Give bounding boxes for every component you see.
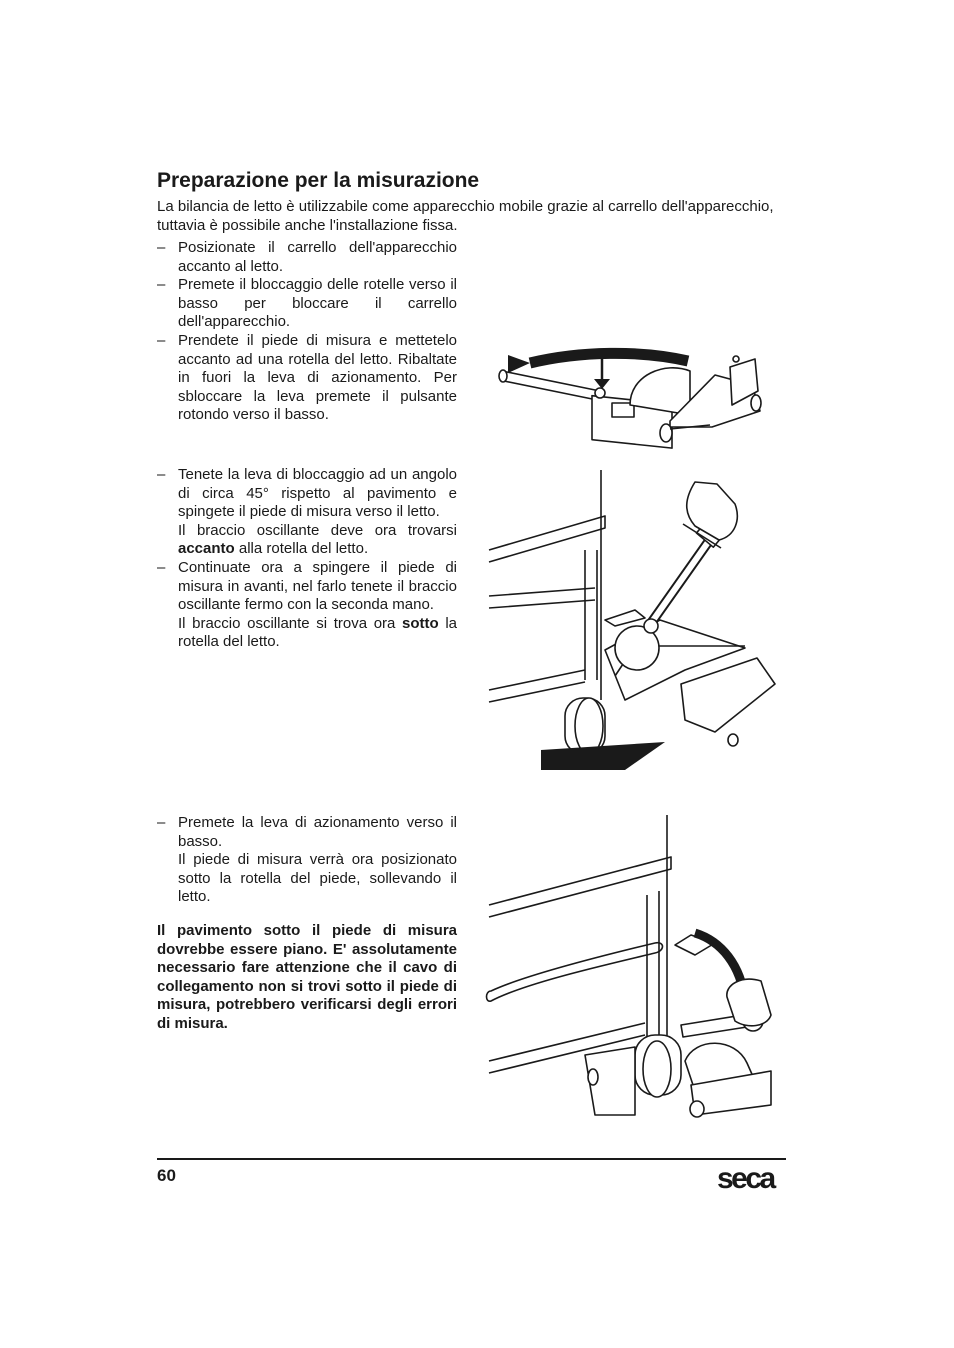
step-list-3 [157, 814, 457, 907]
list-item: – Prendete il piede di misura e mettetelo accanto ad una rotella del letto. Ribaltate in fuori la leva di azionamento. Per sbloccare la leva premete il pulsante rotondo verso il basso. [157, 332, 457, 425]
step-note: Il braccio oscillante si trova ora sotto la rotella del letto. [178, 614, 457, 651]
step-text: Continuate ora a spingere il piede di misura in avanti, nel farlo tenete il braccio oscillante fermo con la seconda mano. [178, 558, 457, 614]
step-list-2 [157, 466, 457, 652]
step-list-1 [157, 239, 457, 425]
warning-paragraph: Il pavimento sotto il piede di misura dovrebbe essere piano. E' assolutamente necessario fare attenzione che il cavo di collegamento non si trovi sotto il piede di misura, potrebbero verificarsi degli errori di misura. [157, 922, 457, 1032]
step-text: Tenete la leva di bloccaggio ad un angolo di circa 45° rispetto al pavimento e spingete il piede di misura verso il letto. [178, 466, 457, 521]
step-note: Il piede di misura verrà ora posizionato sotto la rotella del piede, sollevando il letto. [178, 851, 457, 906]
page-number: 60 [157, 1166, 176, 1185]
list-item [157, 814, 457, 907]
intro-paragraph: La bilancia de letto è utilizzabile come apparecchio mobile grazie al carrello dell'apparecchio, tuttavia è possibile anche l'installazione fissa. [157, 198, 774, 234]
lever-push-illustration [485, 470, 790, 775]
emphasis-text: accanto [178, 540, 235, 558]
emphasis-text: sotto [402, 614, 439, 632]
list-item [157, 559, 457, 652]
step-text: Premete la leva di azionamento verso il basso. [178, 814, 457, 850]
list-item: – Premete il bloccaggio delle rotelle verso il basso per bloccare il carrello dell'apparecchio. [157, 276, 457, 332]
step-note: Il braccio oscillante deve ora trovarsi accanto alla rotella del letto. [178, 521, 457, 558]
list-item [157, 466, 457, 559]
svg-text:seca: seca [717, 1163, 774, 1193]
seca-logo [717, 1163, 787, 1193]
list-item: – Posizionate il carrello dell'apparecchio accanto al letto. [157, 239, 457, 276]
page-title: Preparazione per la misurazione [157, 169, 480, 192]
lever-press-illustration [485, 815, 790, 1125]
footer-rule [157, 1158, 786, 1160]
measuring-foot-illustration [490, 345, 780, 450]
